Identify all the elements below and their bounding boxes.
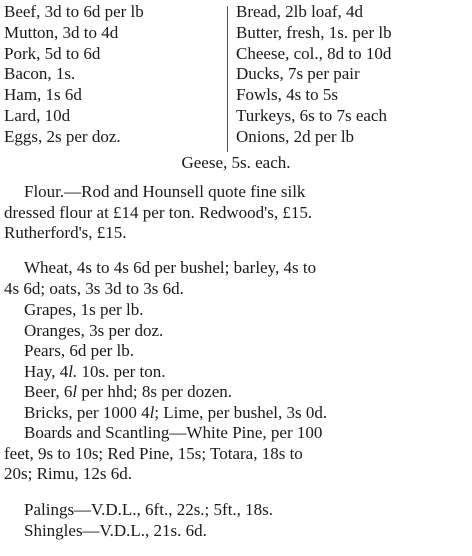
grapes-price: Grapes, 1s per lb. [24,300,144,319]
flour-paragraph [4,182,472,244]
price-row: Ham, 1s 6d [4,85,82,105]
price-row: Cheese, col., 8d to 10d [236,43,392,63]
price-row: Pork, 5d to 6d [4,43,101,63]
produce-list [4,300,472,423]
price-row: Bread, 2lb loaf, 4d [236,2,363,21]
beer-price: Beer, 6l per hhd; 8s per dozen. [24,382,232,401]
paragraph-line: Flour.—Rod and Hounsell quote fine silk [24,182,306,201]
hay-price: Hay, 4l. 10s. per ton. [24,361,166,381]
paragraph-line: 20s; Rimu, 12s 6d. [4,464,132,483]
paragraph-line: Rutherford's, £15. [4,223,127,242]
price-row: Beef, 3d to 6d per lb [4,2,144,21]
wheat-paragraph [4,258,472,299]
pears-price: Pears, 6d per lb. [24,341,135,360]
paragraph-line: dressed flour at £14 per ton. Redwood's, £15. [4,202,313,222]
paragraph-line: feet, 9s to 10s; Red Pine, 15s; Totara, 18s to [4,443,303,463]
price-column-right [236,2,472,148]
paragraph-line: Boards and Scantling—White Pine, per 100 [24,423,323,442]
paragraph-line: Wheat, 4s to 4s 6d per bushel; barley, 4s to [24,258,317,277]
price-row: Ducks, 7s per pair [236,64,360,84]
price-row: Mutton, 3d to 4d [4,22,119,42]
bricks-price: Bricks, per 1000 4l; Lime, per bushel, 3s 0d. [24,402,328,422]
price-row: Onions, 2d per lb [236,126,355,146]
price-row: Lard, 10d [4,105,71,125]
price-row: Eggs, 2s per doz. [4,126,121,146]
price-row: Fowls, 4s to 5s [236,85,339,105]
palings-price: Palings—V.D.L., 6ft., 22s.; 5ft., 18s. [24,500,274,519]
oranges-price: Oranges, 3s per doz. [24,320,164,340]
paragraph-line: 4s 6d; oats, 3s 3d to 3s 6d. [4,278,184,298]
shingles-price: Shingles—V.D.L., 21s. 6d. [24,520,207,540]
timber-list [4,500,472,541]
price-row: Turkeys, 6s to 7s each [236,105,387,125]
geese-price: Geese, 5s. each. [181,153,291,172]
price-column-left [4,2,226,148]
price-row: Bacon, 1s. [4,64,76,84]
price-row: Butter, fresh, 1s. per lb [236,22,392,42]
column-divider [227,6,228,152]
boards-paragraph [4,423,472,485]
